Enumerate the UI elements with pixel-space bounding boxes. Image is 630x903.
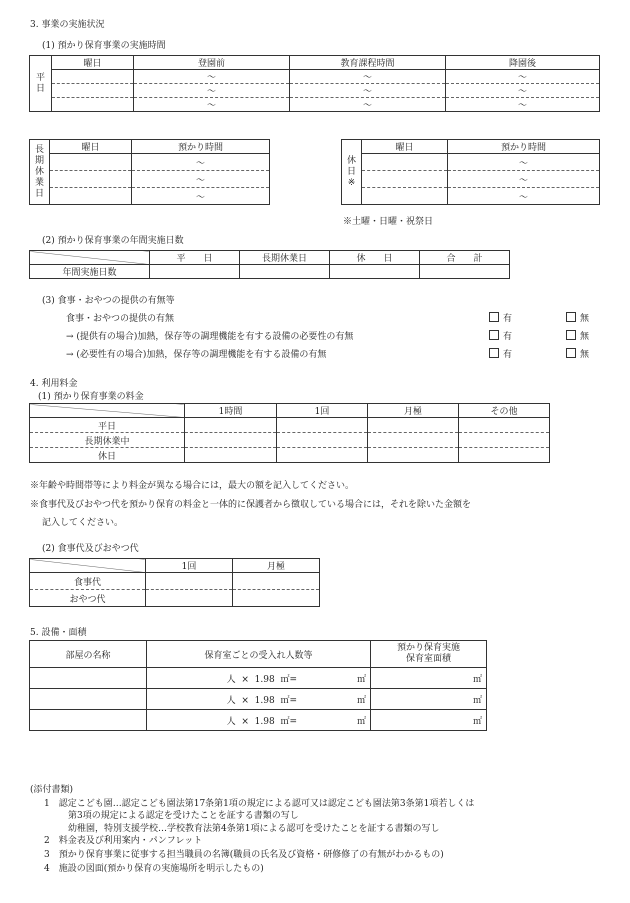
section4-sub2: (2) 食事代及びおやつ代 (42, 544, 139, 554)
tilde: 〜 (448, 188, 600, 205)
cooking-facility-no-option[interactable]: 無 (566, 347, 589, 360)
table-row (30, 433, 550, 448)
section3-sub1: (1) 預かり保育事業の実施時間 (42, 41, 166, 51)
cooking-need-no-option[interactable]: 無 (566, 329, 589, 342)
tilde: 〜 (290, 84, 446, 98)
tilde: 〜 (132, 154, 270, 171)
weekday-side-label: 平 日 (30, 56, 52, 112)
attachment-item: 3 預かり保育事業に従事する担当職員の名簿(職員の氏名及び資格・研修修了の有無がわかるもの) (44, 850, 444, 860)
table-row (30, 448, 550, 463)
col-header: 合 計 (420, 251, 510, 265)
weekday-table (29, 55, 600, 112)
fee-note-2b: 記入してください。 (42, 518, 124, 528)
col-header: 曜日 (52, 56, 134, 70)
attachments-title: (添付書類) (30, 785, 74, 795)
col-header: 曜日 (50, 140, 132, 154)
fee-note-1: ※年齢や時間帯等により料金が異なる場合には，最大の額を記入してください。 (30, 481, 355, 491)
long-vacation-side-label: 長 期 休 業 日 (30, 140, 50, 205)
col-header: 預かり時間 (132, 140, 270, 154)
tilde: 〜 (448, 154, 600, 171)
table-row (30, 689, 487, 710)
section3-sub2: (2) 預かり保育事業の年間実施日数 (42, 236, 184, 246)
tilde: 〜 (290, 98, 446, 112)
tilde: 〜 (446, 70, 600, 84)
row-header: 年間実施日数 (30, 265, 150, 279)
col-header: 月極 (233, 559, 320, 573)
attachment-item: 幼稚園，特別支援学校…学校教育法第4条第1項による認可を受けたことを証する書類の写し (68, 824, 440, 834)
row-header: 平日 (30, 418, 185, 433)
row-header: おやつ代 (30, 590, 146, 607)
table-row (30, 98, 600, 112)
fee-table (29, 403, 550, 463)
tilde: 〜 (290, 70, 446, 84)
area-cell: ㎡ (371, 710, 487, 731)
checkbox[interactable] (489, 312, 499, 322)
area-cell: ㎡ (371, 689, 487, 710)
table-row (30, 154, 270, 171)
table-row (342, 171, 600, 188)
attachment-item: 4 施設の図面(預かり保育の実施場所を明示したもの) (44, 864, 264, 874)
section3-title: 3. 事業の実施状況 (30, 20, 105, 30)
cooking-need-label: → (提供有の場合)加熱，保存等の調理機能を有する設備の必要性の有無 (66, 332, 354, 342)
facility-table (29, 640, 487, 731)
table-row (30, 668, 487, 689)
checkbox[interactable] (566, 312, 576, 322)
tilde: 〜 (446, 98, 600, 112)
meal-question-label: 食事・おやつの提供の有無 (66, 314, 175, 324)
table-row (30, 573, 320, 590)
tilde: 〜 (132, 188, 270, 205)
capacity-cell: 人 × 1.98 ㎡= ㎡ (147, 710, 371, 731)
row-header: 休日 (30, 448, 185, 463)
capacity-cell: 人 × 1.98 ㎡= ㎡ (147, 668, 371, 689)
area-cell: ㎡ (371, 668, 487, 689)
col-header: 長期休業日 (240, 251, 330, 265)
tilde: 〜 (446, 84, 600, 98)
col-header: 預かり保育実施 保育室面積 (371, 641, 487, 668)
tilde: 〜 (448, 171, 600, 188)
attachment-item: 1 認定こども園…認定こども園法第17条第1項の規定による認可又は認定こども園法第3条第1項若しくは (44, 799, 475, 809)
table-row (30, 171, 270, 188)
cooking-facility-label: → (必要性有の場合)加熱，保存等の調理機能を有する設備の有無 (66, 350, 327, 360)
table-row (30, 710, 487, 731)
tilde: 〜 (134, 98, 290, 112)
row-header: 長期休業中 (30, 433, 185, 448)
holiday-note: ※土曜・日曜・祝祭日 (343, 217, 434, 227)
col-header: 預かり時間 (448, 140, 600, 154)
meal-no-option[interactable]: 無 (566, 311, 589, 324)
holiday-table (341, 139, 600, 205)
holiday-side-label: 休 日 ※ (342, 140, 362, 205)
col-header: 登園前 (134, 56, 290, 70)
meal-yes-option[interactable]: 有 (489, 311, 512, 324)
section4-sub1: (1) 預かり保育事業の料金 (38, 392, 144, 402)
table-row (342, 154, 600, 171)
checkbox[interactable] (489, 330, 499, 340)
section3-sub3: (3) 食事・おやつの提供の有無等 (42, 296, 175, 306)
meal-fee-table (29, 558, 320, 607)
table-row (30, 418, 550, 433)
fee-note-2a: ※食事代及びおやつ代を預かり保育の料金と一体的に保護者から徴収している場合には，それを除いた金額を (30, 500, 472, 510)
capacity-cell: 人 × 1.98 ㎡= ㎡ (147, 689, 371, 710)
checkbox[interactable] (489, 348, 499, 358)
section5-title: 5. 設備・面積 (30, 628, 87, 638)
section4-title: 4. 利用料金 (30, 379, 78, 389)
cooking-need-yes-option[interactable]: 有 (489, 329, 512, 342)
col-header: 月極 (368, 404, 459, 418)
col-header: 部屋の名称 (30, 641, 147, 668)
attachment-item: 第3項の規定による認定を受けたことを証する書類の写し (68, 811, 299, 821)
col-header: 保育室ごとの受入れ人数等 (147, 641, 371, 668)
table-row (30, 84, 600, 98)
tilde: 〜 (132, 171, 270, 188)
table-row (30, 188, 270, 205)
tilde: 〜 (134, 84, 290, 98)
long-vacation-table (29, 139, 270, 205)
annual-days-table (29, 250, 510, 279)
cooking-facility-yes-option[interactable]: 有 (489, 347, 512, 360)
attachment-item: 2 料金表及び利用案内・パンフレット (44, 836, 203, 846)
table-row (342, 188, 600, 205)
tilde: 〜 (134, 70, 290, 84)
col-header: 1回 (277, 404, 368, 418)
col-header: 教育課程時間 (290, 56, 446, 70)
col-header: 休 日 (330, 251, 420, 265)
row-header: 食事代 (30, 573, 146, 590)
col-header: 1時間 (185, 404, 277, 418)
checkbox[interactable] (566, 348, 576, 358)
table-row (30, 590, 320, 607)
col-header: 平 日 (150, 251, 240, 265)
table-row (30, 70, 600, 84)
checkbox[interactable] (566, 330, 576, 340)
col-header: 降園後 (446, 56, 600, 70)
col-header: その他 (459, 404, 550, 418)
table-row (30, 265, 510, 279)
col-header: 1回 (146, 559, 233, 573)
col-header: 曜日 (362, 140, 448, 154)
